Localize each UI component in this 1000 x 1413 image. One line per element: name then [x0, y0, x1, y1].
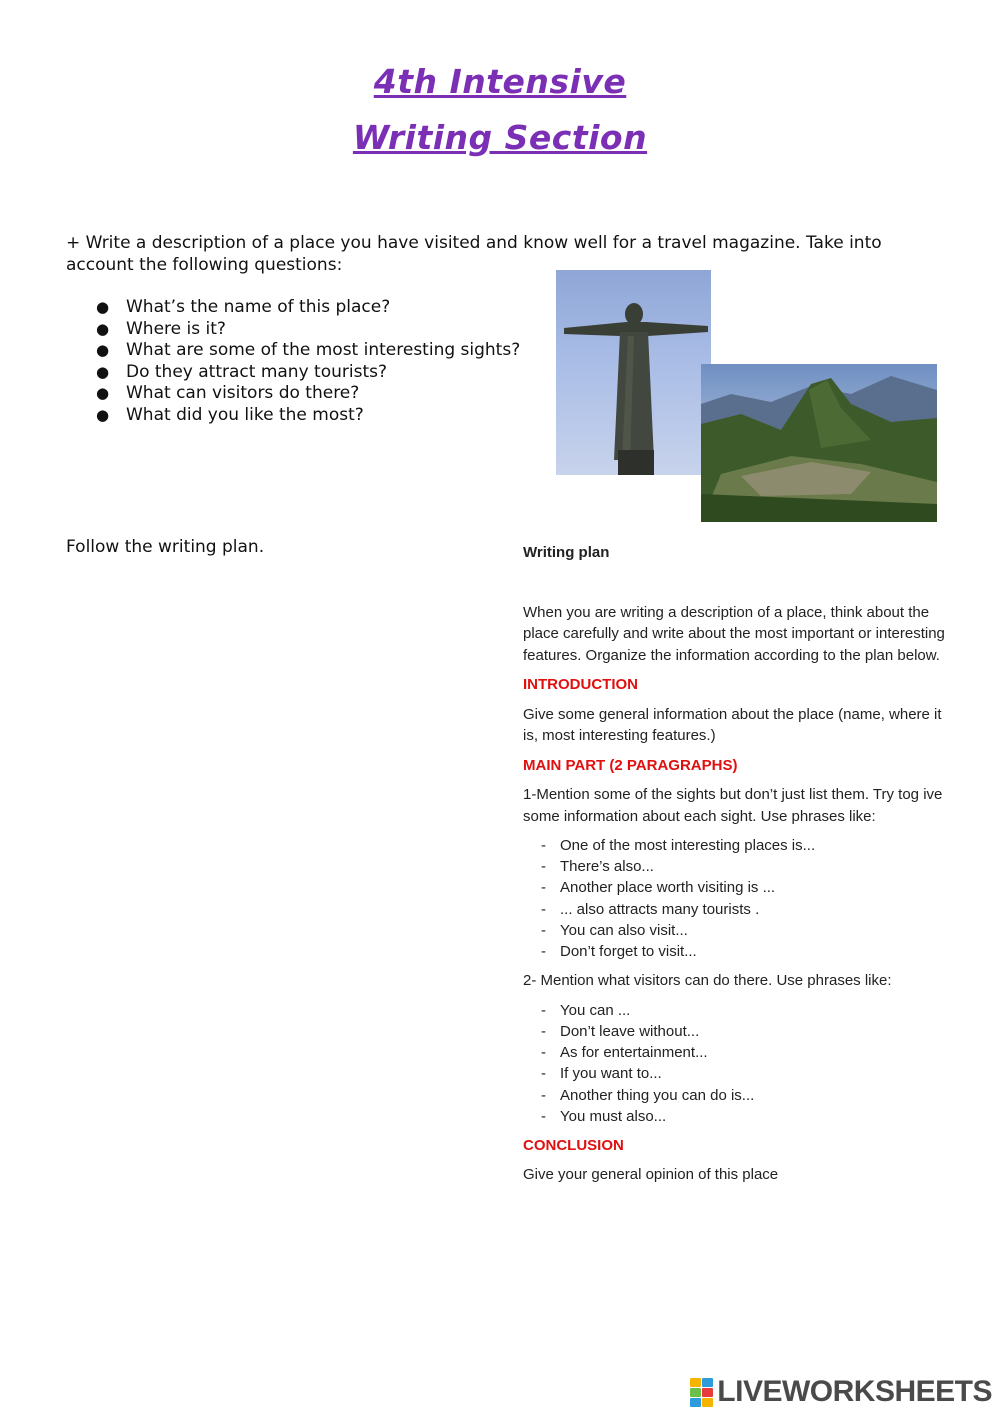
list-item: ● What did you like the most? [96, 404, 364, 425]
list-item: - You can also visit... [541, 921, 688, 939]
list-item: ● What’s the name of this place? [96, 297, 391, 317]
list-item: - There’s also... [541, 858, 654, 876]
plan-intro: When you are writing a description of a place, think about the place carefully and write about the most important or interesting features. Organize the information according to the plan below. [523, 603, 945, 664]
list-item: ● What can visitors do there? [96, 383, 360, 404]
main-point-2: 2- Mention what visitors can do there. Use phrases like: [523, 972, 892, 990]
bullet-icon: ● [96, 405, 110, 424]
phrase-list-sights [523, 835, 953, 962]
bullet-icon: ● [96, 319, 110, 338]
introduction-text: Give some general information about the place (name, where it is, most interesting features.) [523, 705, 942, 744]
writing-plan [523, 542, 953, 1186]
plan-heading: Writing plan [523, 544, 610, 561]
list-item: ● Do they attract many tourists? [96, 361, 388, 382]
list-item: - Don’t leave without... [541, 1022, 700, 1040]
logo-wordmark: LIVEWORKSHEETS [717, 1375, 992, 1408]
conclusion-text: Give your general opinion of this place [523, 1166, 779, 1184]
bullet-icon: ● [96, 362, 110, 381]
section-conclusion: CONCLUSION [523, 1136, 624, 1154]
section-introduction: INTRODUCTION [523, 676, 638, 693]
christ-the-redeemer-photo [556, 270, 711, 475]
list-item: - If you want to... [541, 1065, 662, 1083]
list-item: - ... also attracts many tourists . [541, 900, 760, 918]
list-item: - Another place worth visiting is ... [541, 879, 776, 897]
liveworksheets-logo [690, 1375, 992, 1409]
worksheet-subtitle: Writing Section [352, 118, 648, 157]
list-item: - Another thing you can do is... [541, 1086, 755, 1104]
list-item: - You must also... [541, 1107, 667, 1125]
main-point-1: 1-Mention some of the sights but don’t just list them. Try tog ive some information about each sight. Use phrases like: [523, 786, 943, 825]
machu-picchu-photo [701, 364, 937, 522]
worksheet-title: 4th Intensive [373, 62, 627, 101]
list-item: - You can ... [541, 1001, 631, 1019]
follow-instruction: Follow the writing plan. [66, 537, 265, 557]
logo-blocks-icon [690, 1378, 713, 1407]
list-item: - Don’t forget to visit... [541, 943, 697, 961]
section-main-part: MAIN PART (2 PARAGRAPHS) [523, 756, 738, 774]
phrase-list-activities [523, 1000, 953, 1127]
list-item: - One of the most interesting places is... [541, 837, 816, 854]
writing-prompt: + Write a description of a place you have visited and know well for a travel magazine. Take into account the following questions: [66, 233, 882, 275]
list-item: ● Where is it? [96, 318, 226, 339]
bullet-icon: ● [96, 384, 110, 403]
list-item: ● What are some of the most interesting sights? [96, 340, 521, 361]
bullet-icon: ● [96, 341, 110, 360]
list-item: - As for entertainment... [541, 1044, 708, 1062]
question-list [66, 297, 536, 427]
bullet-icon: ● [96, 298, 110, 316]
